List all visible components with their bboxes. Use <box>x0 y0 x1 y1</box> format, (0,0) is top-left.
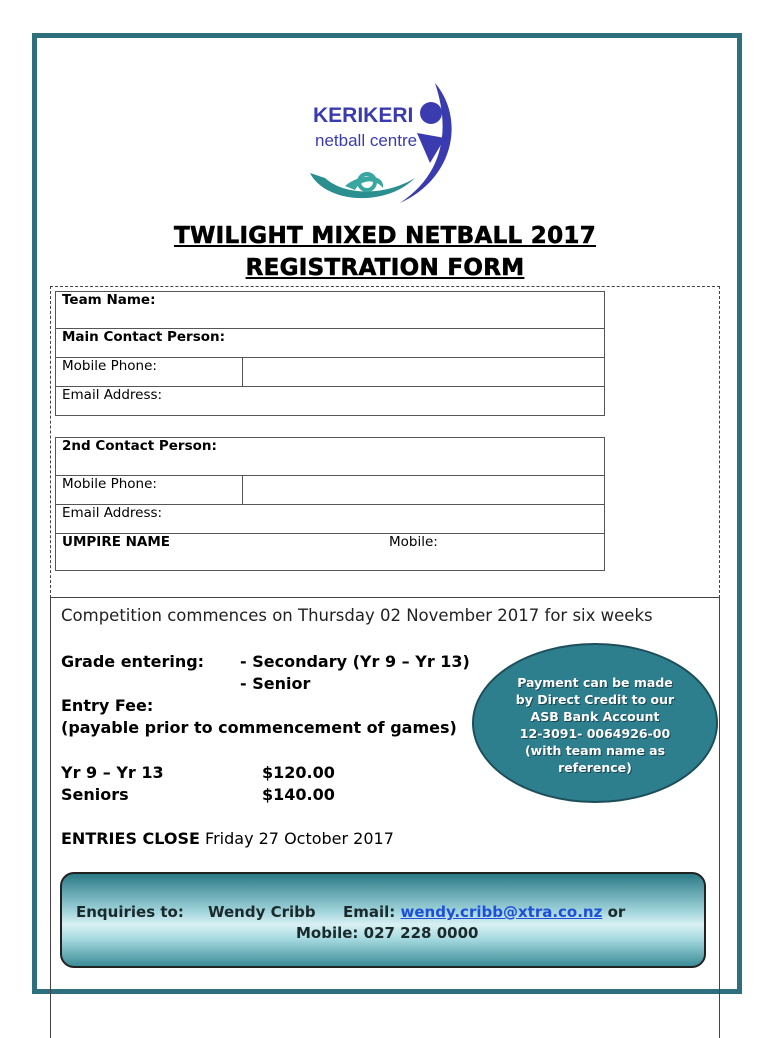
main-contact-table <box>55 291 605 416</box>
bank-account-number: 12-3091- 0064926-00 <box>519 726 671 741</box>
kerikeri-netball-logo <box>305 78 465 208</box>
entry-fee-label: Entry Fee: <box>61 696 154 715</box>
payment-line: by Direct Credit to our <box>515 692 675 707</box>
grade-option-secondary: - Secondary (Yr 9 – Yr 13) <box>240 652 470 671</box>
payment-line: ASB Bank Account <box>530 709 660 724</box>
entries-close <box>61 829 394 848</box>
enquiries-label: Enquiries to: <box>76 903 184 921</box>
fee-junior-value: $120.00 <box>262 763 335 782</box>
second-contact-table <box>55 437 605 571</box>
grade-option-senior: - Senior <box>240 674 311 693</box>
fee-senior-value: $140.00 <box>262 785 335 804</box>
entries-close-date: Friday 27 October 2017 <box>199 829 394 848</box>
contact-email <box>343 903 625 921</box>
umpire-label: UMPIRE NAME <box>62 534 171 550</box>
umpire-mobile-label: Mobile: <box>389 534 438 550</box>
fee-senior-label: Seniors <box>61 785 129 804</box>
second-email-field[interactable]: Email Address: <box>56 505 605 534</box>
mobile-phone-input[interactable] <box>243 358 605 387</box>
email-address-field[interactable]: Email Address: <box>56 387 605 416</box>
logo-line2: netball centre <box>315 131 418 150</box>
entries-close-label: ENTRIES CLOSE <box>61 829 200 848</box>
payment-info <box>492 674 698 776</box>
grade-label: Grade entering: <box>61 652 205 671</box>
email-label: Email: <box>343 903 396 921</box>
fee-junior-label: Yr 9 – Yr 13 <box>61 763 164 782</box>
payment-line: reference) <box>558 760 632 775</box>
payment-line: Payment can be made <box>517 675 673 690</box>
mobile-phone-label: Mobile Phone: <box>56 358 243 387</box>
page-title: TWILIGHT MIXED NETBALL 2017 <box>173 223 597 249</box>
second-mobile-label: Mobile Phone: <box>56 476 243 505</box>
email-link[interactable]: wendy.cribb@xtra.co.nz <box>400 903 603 921</box>
main-contact-field[interactable]: Main Contact Person: <box>56 329 605 358</box>
team-name-field[interactable]: Team Name: <box>56 292 605 329</box>
logo-line1: KERIKERI <box>313 104 414 127</box>
contact-name: Wendy Cribb <box>208 903 316 921</box>
second-contact-field[interactable]: 2nd Contact Person: <box>56 438 605 476</box>
second-mobile-input[interactable] <box>243 476 605 505</box>
entry-fee-note: (payable prior to commencement of games) <box>61 718 457 737</box>
contact-mobile: Mobile: 027 228 0000 <box>296 924 479 942</box>
or-text: or <box>607 903 626 921</box>
umpire-field[interactable] <box>56 534 605 571</box>
competition-dates: Competition commences on Thursday 02 November 2017 for six weeks <box>61 606 653 625</box>
page-subtitle: REGISTRATION FORM <box>245 255 525 281</box>
payment-line: (with team name as <box>524 743 666 758</box>
